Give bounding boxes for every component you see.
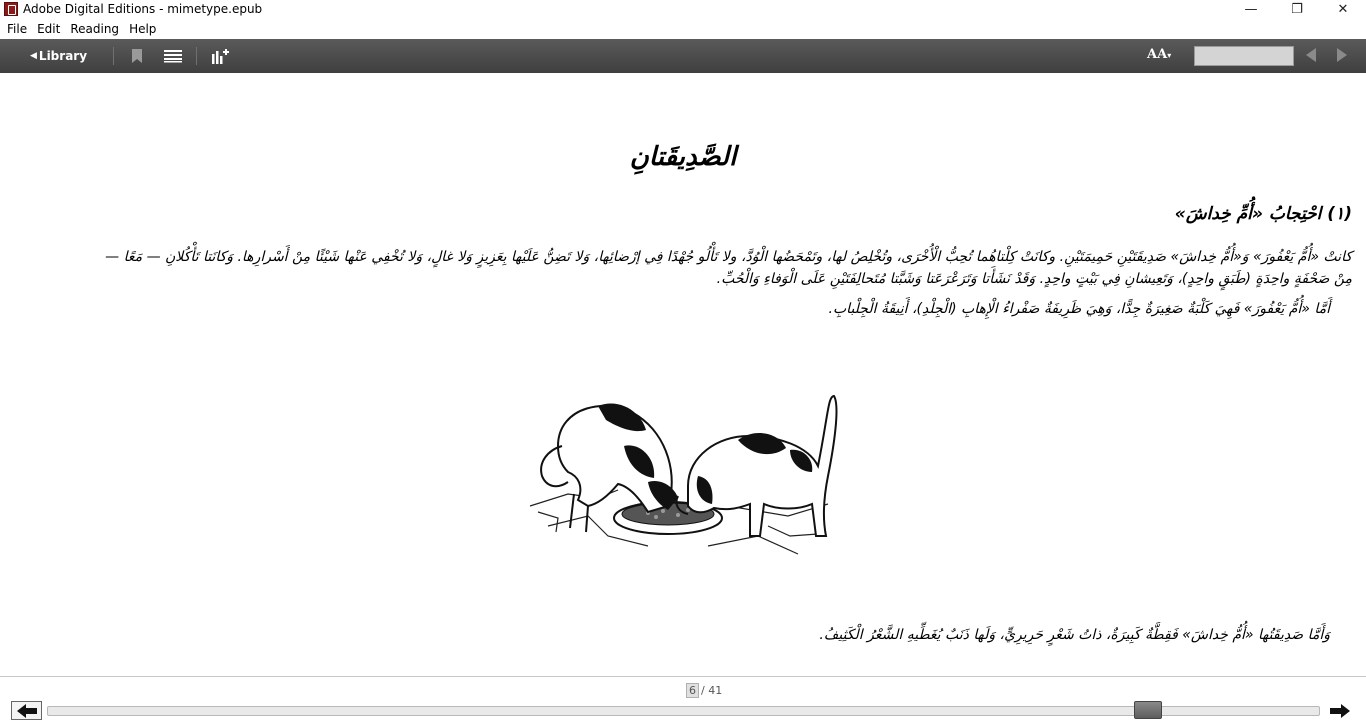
page-slider-track[interactable] bbox=[47, 706, 1320, 716]
chapter-title: الصَّدِيقَتانِ bbox=[629, 142, 737, 172]
menu-bar bbox=[0, 19, 1366, 39]
page-navigation-bar bbox=[0, 676, 1366, 720]
previous-page-button[interactable] bbox=[11, 701, 42, 720]
restore-button[interactable]: ❐ bbox=[1291, 1, 1303, 17]
list-icon[interactable] bbox=[162, 45, 184, 67]
left-arrow-icon bbox=[17, 704, 37, 718]
font-size-label: AA bbox=[1147, 47, 1168, 62]
book-page bbox=[0, 74, 1366, 676]
next-page-button[interactable] bbox=[1330, 703, 1350, 719]
window-title: Adobe Digital Editions - mimetype.epub bbox=[23, 2, 263, 16]
close-button[interactable]: ✕ bbox=[1337, 1, 1349, 17]
previous-page-arrow-icon[interactable] bbox=[1306, 48, 1316, 62]
menu-edit[interactable]: Edit bbox=[37, 22, 61, 36]
right-arrow-icon bbox=[1330, 704, 1350, 718]
next-page-arrow-icon[interactable] bbox=[1337, 48, 1347, 62]
bookmark-icon[interactable] bbox=[126, 45, 148, 67]
page-slider-thumb[interactable] bbox=[1134, 701, 1162, 719]
paragraph: وَأَمَّا صَدِيقَتُها «أُمُّ خِداشَ» فَقِطَّةٌ كَبِيرَةٌ، ذاتُ شَعْرٍ حَرِيرِيٍّ، وَلَها ذَنَبٌ يُغَطِّيهِ الشَّعْرُ الْكَثِيفُ. bbox=[819, 627, 1330, 643]
left-triangle-icon: ◀ bbox=[30, 51, 37, 61]
toolbar-divider bbox=[113, 47, 114, 65]
total-pages: / 41 bbox=[701, 684, 723, 697]
library-label: Library bbox=[38, 49, 88, 63]
dog-and-cat-eating-illustration bbox=[528, 386, 840, 556]
paragraph-line: كانتْ «أُمُّ يَعْفُورَ» وَ«أُمُّ خِداشَ» صَدِيقَتَيْنِ حَمِيمَتَيْنِ. وكانَتْ كِلْتاهُما تُحِبُّ الْأُخْرَى، وتُخْلِصُ لها، وتَمْحَضُها الْوُدَّ، ولا تَأْلُو جُهْدًا فِي إرْضائِها، وَلا تَضِنُّ عَلَيْها بِعَزِيزٍ وَلا غالٍ، وَلا تُخْفِي عَنْها شَيْئًا مِنْ أَسْرارِها. وَكانَتا تَأْكُلانِ — مَعًا — bbox=[105, 249, 1352, 265]
paragraph: أَمَّا «أُمُّ يَعْفُورَ» فَهِيَ كَلْبَةٌ صَغِيرَةٌ جِدًّا، وَهِيَ ظَرِيفَةٌ صَفْراءُ الْإِهابِ (الْجِلْدِ)، أَنِيقَةُ الْجِلْبابِ. bbox=[828, 301, 1330, 317]
minimize-button[interactable]: — bbox=[1244, 1, 1258, 17]
menu-reading[interactable]: Reading bbox=[70, 22, 120, 36]
menu-file[interactable]: File bbox=[7, 22, 28, 36]
dropdown-caret-icon: ▾ bbox=[1167, 50, 1172, 60]
title-bar bbox=[0, 0, 1366, 18]
adobe-digital-editions-icon bbox=[4, 2, 18, 16]
font-size-button[interactable] bbox=[1147, 47, 1171, 62]
menu-help[interactable]: Help bbox=[129, 22, 157, 36]
window-controls bbox=[1228, 0, 1366, 18]
page-number-input[interactable] bbox=[1194, 46, 1294, 66]
reader-toolbar bbox=[0, 39, 1366, 73]
toolbar-divider bbox=[196, 47, 197, 65]
current-page: 6 bbox=[686, 683, 699, 698]
section-heading: (١) احْتِجابُ «أُمِّ خِداشَ» bbox=[1174, 204, 1352, 224]
page-indicator bbox=[686, 683, 722, 698]
library-button[interactable] bbox=[30, 49, 87, 63]
paragraph-line: مِنْ صَحْفَةٍ واحِدَةٍ (طَبَقٍ واحِدٍ)، وَتَعِيشانِ فِي بَيْتٍ واحِدٍ. وَقَدْ نَشَأَتا وَتَرَعْرَعَتا وَشَبَّتا مُتَحالِفَتَيْنِ عَلَى الْوَفاءِ وَالْحُبِّ. bbox=[716, 271, 1352, 287]
bar-chart-add-icon[interactable] bbox=[209, 45, 231, 67]
